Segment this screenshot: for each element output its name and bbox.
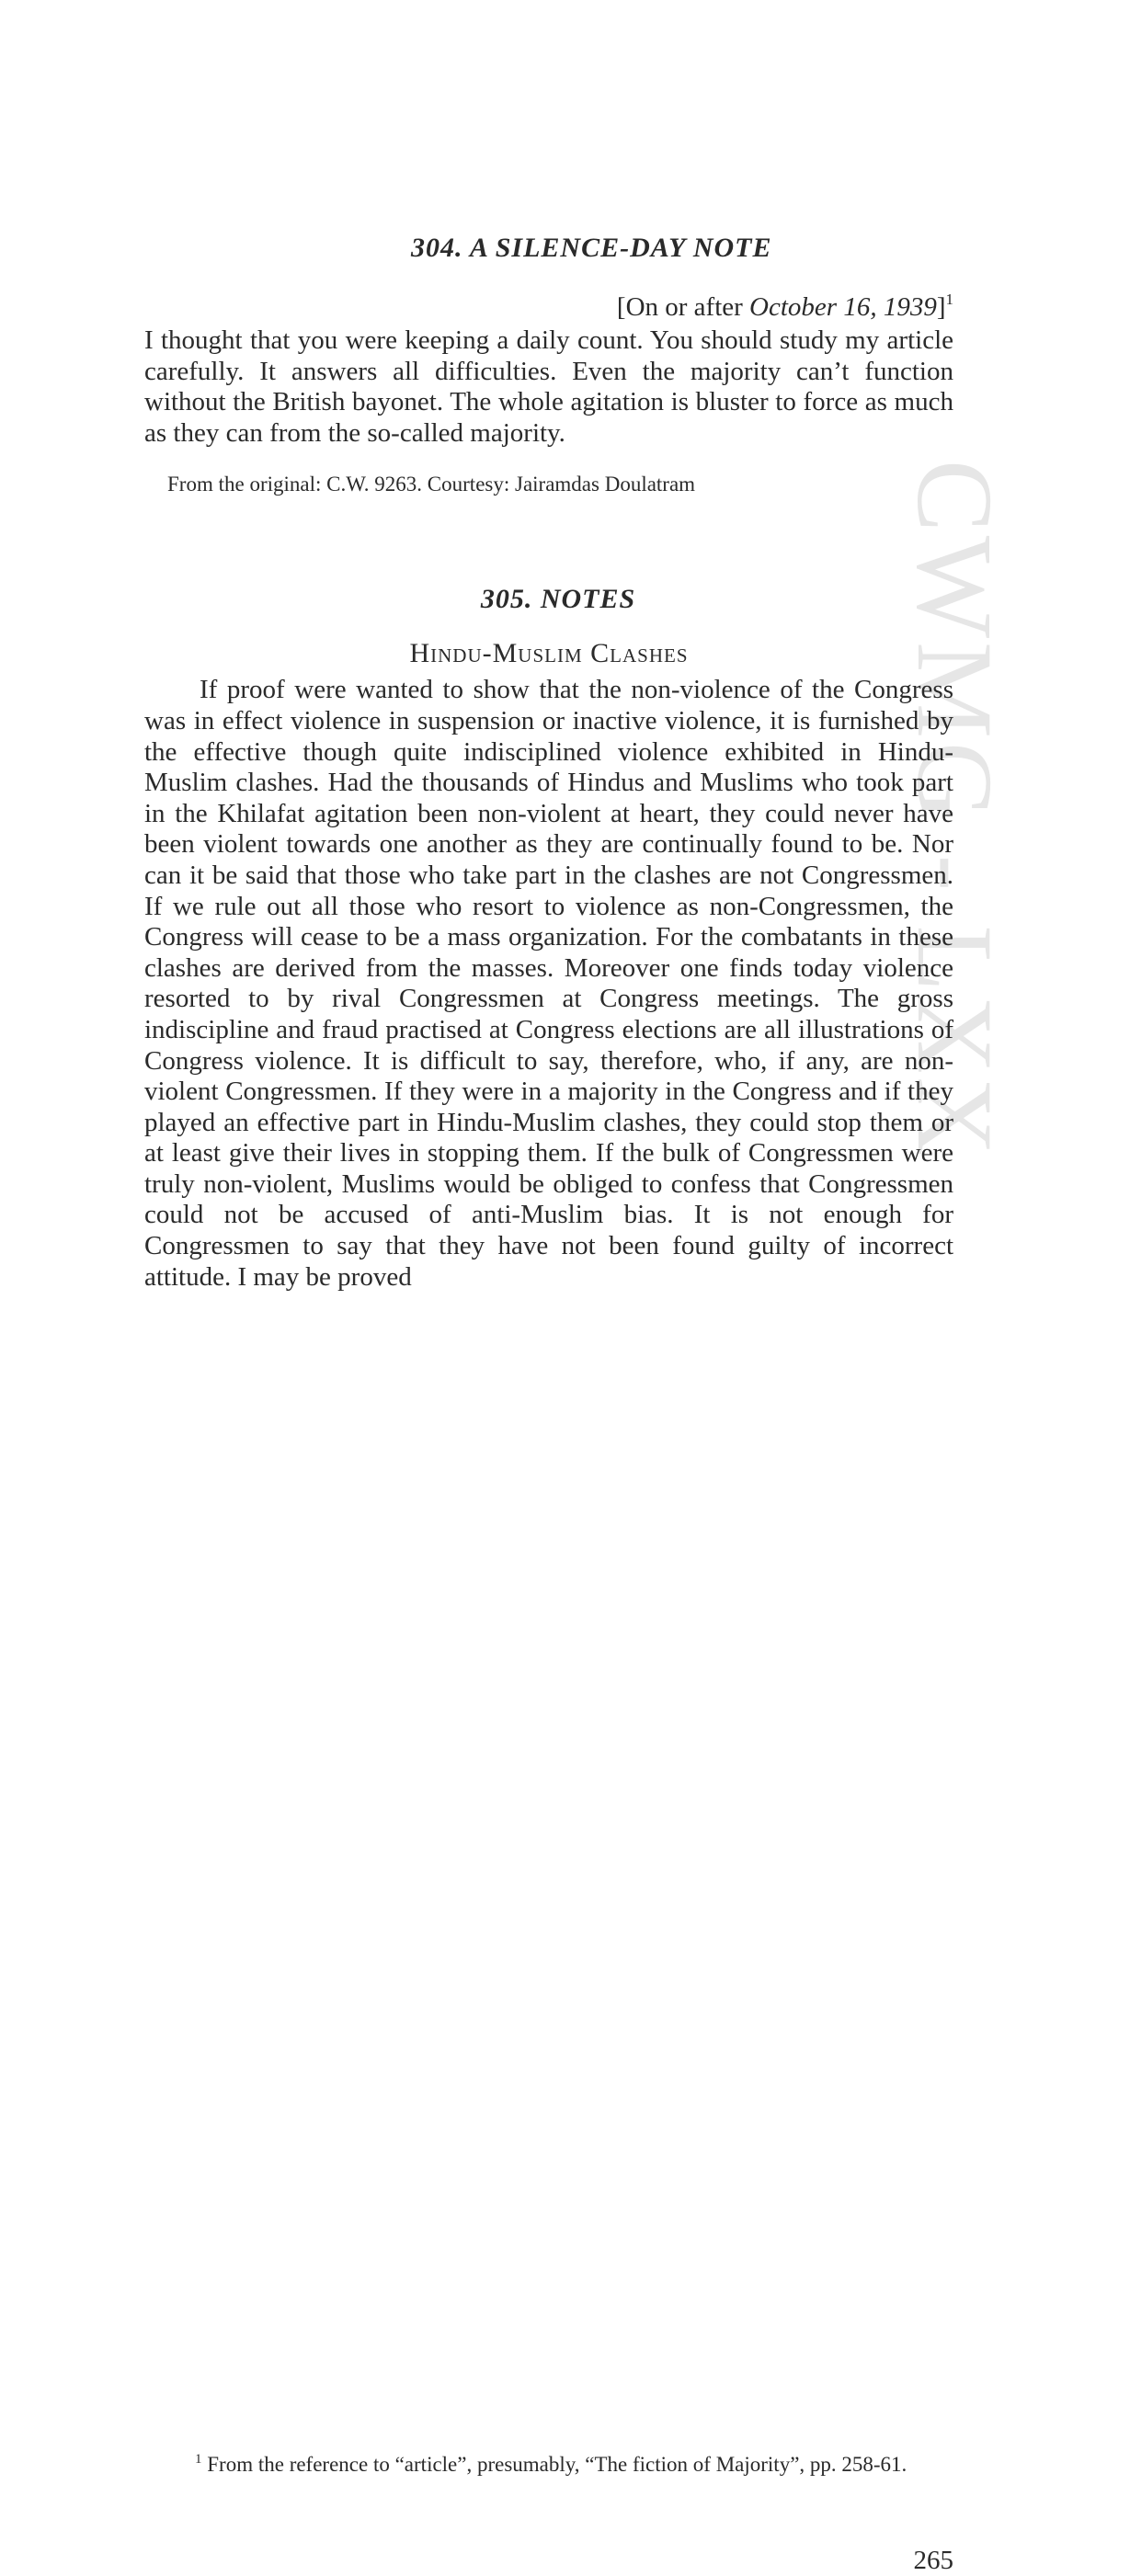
footnote-reference: 1 — [945, 291, 953, 308]
page-number: 265 — [913, 2546, 953, 2576]
page-content — [144, 230, 953, 1293]
entry-305-subheading: Hindu-Muslim Clashes — [409, 638, 689, 669]
footnote-mark: 1 — [195, 2452, 202, 2468]
entry-304-date — [144, 291, 953, 324]
entry-304-heading: 304. A SILENCE-DAY NOTE — [411, 233, 772, 263]
entry-305-heading: 305. NOTES — [480, 584, 636, 615]
footnote — [144, 2451, 953, 2479]
footnote-text: From the reference to “article”, presumably, “The fiction of Majority”, pp. 258-61. — [201, 2453, 907, 2477]
date-italic: October 16, 1939 — [749, 292, 937, 322]
entry-305-body: If proof were wanted to show that the non-violence of the Congress was in effect violence in suspension or inactive violence, it is furnished by the effective though quite indisciplined violence exhibited in Hindu-Muslim clashes. Had the thousands of Hindus and Muslims who took part in the Khilafat agitation been non-violent at heart, they could never have been violent towards one another as they are continually found to be. Nor can it be said that those who take part in the clashes are not Congressmen. If we rule out all those who resort to violence as non-Congressmen, the Congress will cease to be a mass organization. For the combatants in these clashes are derived from the masses. Moreover one finds today violence resorted to by rival Congressmen at Congress meetings. The gross indiscipline and fraud practised at Congress elections are all illustrations of Congress violence. It is difficult to say, therefore, who, if any, are non-violent Congressmen. If they were in a majority in the Congress and if they played an effective part in Hindu-Muslim clashes, they could stop them or at least give their lives in stopping them. If the bulk of Congressmen were truly non-violent, Muslims would be obliged to confess that Congressmen could not be accused of anti-Muslim bias. It is not enough for Congressmen to say that they have not been found guilty of incorrect attitude. I may be proved — [144, 675, 953, 1292]
entry-304-source: From the original: C.W. 9263. Courtesy: Jairamdas Doulatram — [167, 473, 696, 496]
date-suffix: ] — [936, 292, 946, 322]
entry-304-body: I thought that you were keeping a daily count. You should study my article carefully. It answers all difficulties. Even the majority can’t function without the British bayonet. The whole agitation is bluster to force as much as they can from the so-called majority. — [144, 325, 953, 448]
cwmg-watermark: CWMG - LXX — [895, 460, 1015, 1160]
date-prefix: [On or after — [616, 292, 750, 322]
